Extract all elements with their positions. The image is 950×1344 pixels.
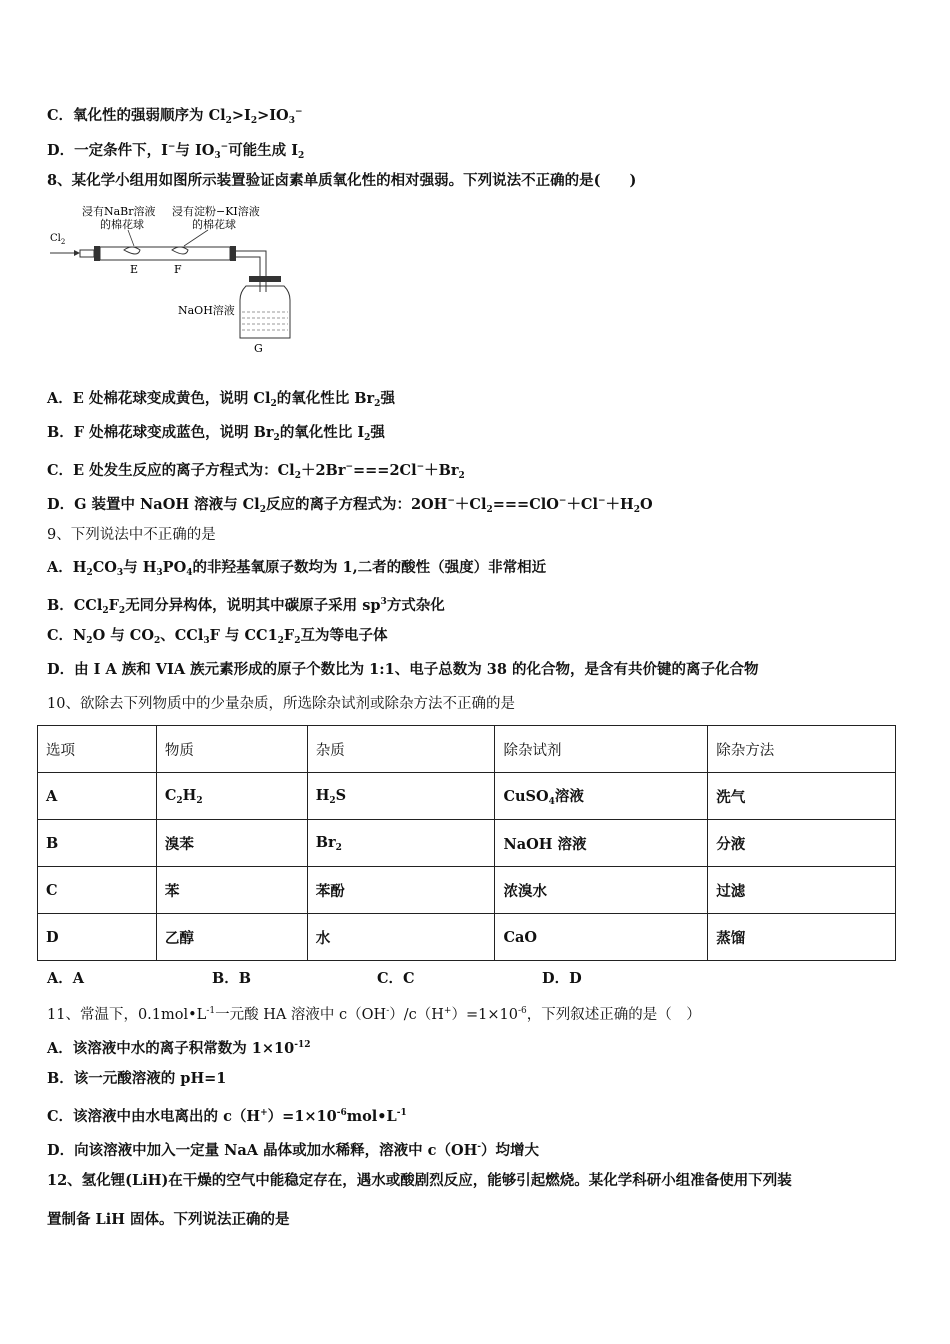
label-nabr-1: 浸有NaBr溶液 xyxy=(82,205,156,218)
q8-stem: 8、某化学小组用如图所示装置验证卤素单质氧化性的相对强弱。下列说法不正确的是( ) xyxy=(47,172,637,189)
q10-table xyxy=(37,725,896,961)
q8-option-d: D．G 装置中 NaOH 溶液与 $Cl_2$反应的离子方程式为：$2OH^-+Cl_2===ClO^-+Cl^-+H_2O$ xyxy=(47,496,653,515)
cl2-label: $Cl_2$ xyxy=(50,233,66,246)
q8-option-b: B．F 处棉花球变成蓝色，说明 $Br_2$的氧化性比 $I_2$强 xyxy=(47,424,385,443)
table-row: B 溴苯 $Br_2$ NaOH 溶液 分液 xyxy=(38,820,896,867)
label-f: F xyxy=(174,263,182,276)
table-row: D 乙醇 水 CaO 蒸馏 xyxy=(38,914,896,961)
table-row: C 苯 苯酚 浓溴水 过滤 xyxy=(38,867,896,914)
q11-option-b: B．该一元酸溶液的 pH=1 xyxy=(47,1070,227,1087)
q7-option-d: D．一定条件下，I−与 $IO_3^-$可能生成 $I_2$ xyxy=(47,142,305,161)
choice-c: C．C xyxy=(377,970,415,987)
header-cell: 除杂方法 xyxy=(708,726,896,773)
q9-option-b: B．$CCl_2F_2$无同分异构体，说明其中碳原子采用 $sp^3$方式杂化 xyxy=(47,597,445,616)
choice-a: A．A xyxy=(47,970,85,987)
header-cell: 选项 xyxy=(38,726,157,773)
choice-d: D．D xyxy=(542,970,582,987)
q9-option-c: C．$N_2O$ 与 $CO_2$、CCl$_3$F 与 $CC1_2F_2$互为等电子体 xyxy=(47,627,388,646)
q9-option-a: A．$H_2CO_3$与 $H_3PO_4$的非羟基氧原子数均为 1,二者的酸性（强度）非常相近 xyxy=(47,559,547,578)
label-g: G xyxy=(254,342,263,355)
label-e: E xyxy=(130,263,139,276)
label-nabr-2: 的棉花球 xyxy=(100,218,144,231)
label-ki-2: 的棉花球 xyxy=(192,218,236,231)
q11-option-a: A．该溶液中水的离子积常数为 $1\times 10^{-12}$ xyxy=(47,1040,311,1057)
naoh-label: NaOH溶液 xyxy=(178,304,235,317)
q11-option-d: D．向该溶液中加入一定量 NaA 晶体或加水稀释，溶液中 c（OH-）均增大 xyxy=(47,1142,540,1159)
header-cell: 物质 xyxy=(156,726,307,773)
q11-option-c: C．该溶液中由水电离出的 $c(H^+)=1\times 10^{-6}mol•L^{-1}$ xyxy=(47,1108,407,1125)
q10-stem: 10、欲除去下列物质中的少量杂质，所选除杂试剂或除杂方法不正确的是 xyxy=(47,696,515,712)
q7-option-c: C．氧化性的强弱顺序为 $Cl_2>I_2>IO_3^-$ xyxy=(47,107,303,126)
choice-b: B．B xyxy=(212,970,252,987)
label-ki-1: 浸有淀粉−KI溶液 xyxy=(172,205,260,218)
q8-apparatus-figure xyxy=(44,200,304,360)
header-cell: 除杂试剂 xyxy=(495,726,708,773)
q11-stem: 11、常温下，$0.1mol•L^{-1}$一元酸 HA 溶液中 $c(OH^-)/c(H^+)=1\times 10^{-6}$，下列叙述正确的是（ ） xyxy=(47,1006,701,1023)
q12-stem-line2: 置制备 LiH 固体。下列说法正确的是 xyxy=(47,1211,290,1228)
table-header-row xyxy=(38,726,896,773)
q12-stem-line1: 12、氢化锂(LiH)在干燥的空气中能稳定存在，遇水或酸剧烈反应，能够引起燃烧。某化学科研小组准备使用下列装 xyxy=(47,1172,792,1189)
header-cell: 杂质 xyxy=(307,726,495,773)
q8-option-c: C．E 处发生反应的离子方程式为：$Cl_2+2Br^-===2Cl^-+Br_2$ xyxy=(47,462,465,481)
table-row: A $C_2H_2$ $H_2S$ CuSO$_4$溶液 洗气 xyxy=(38,773,896,820)
q9-option-d: D．由 I A 族和 VIA 族元素形成的原子个数比为 1:1、电子总数为 38 的化合物，是含有共价键的离子化合物 xyxy=(47,661,759,678)
q9-stem: 9、下列说法中不正确的是 xyxy=(47,527,216,543)
q8-option-a: A．E 处棉花球变成黄色，说明 $Cl_2$的氧化性比 $Br_2$强 xyxy=(47,390,395,409)
